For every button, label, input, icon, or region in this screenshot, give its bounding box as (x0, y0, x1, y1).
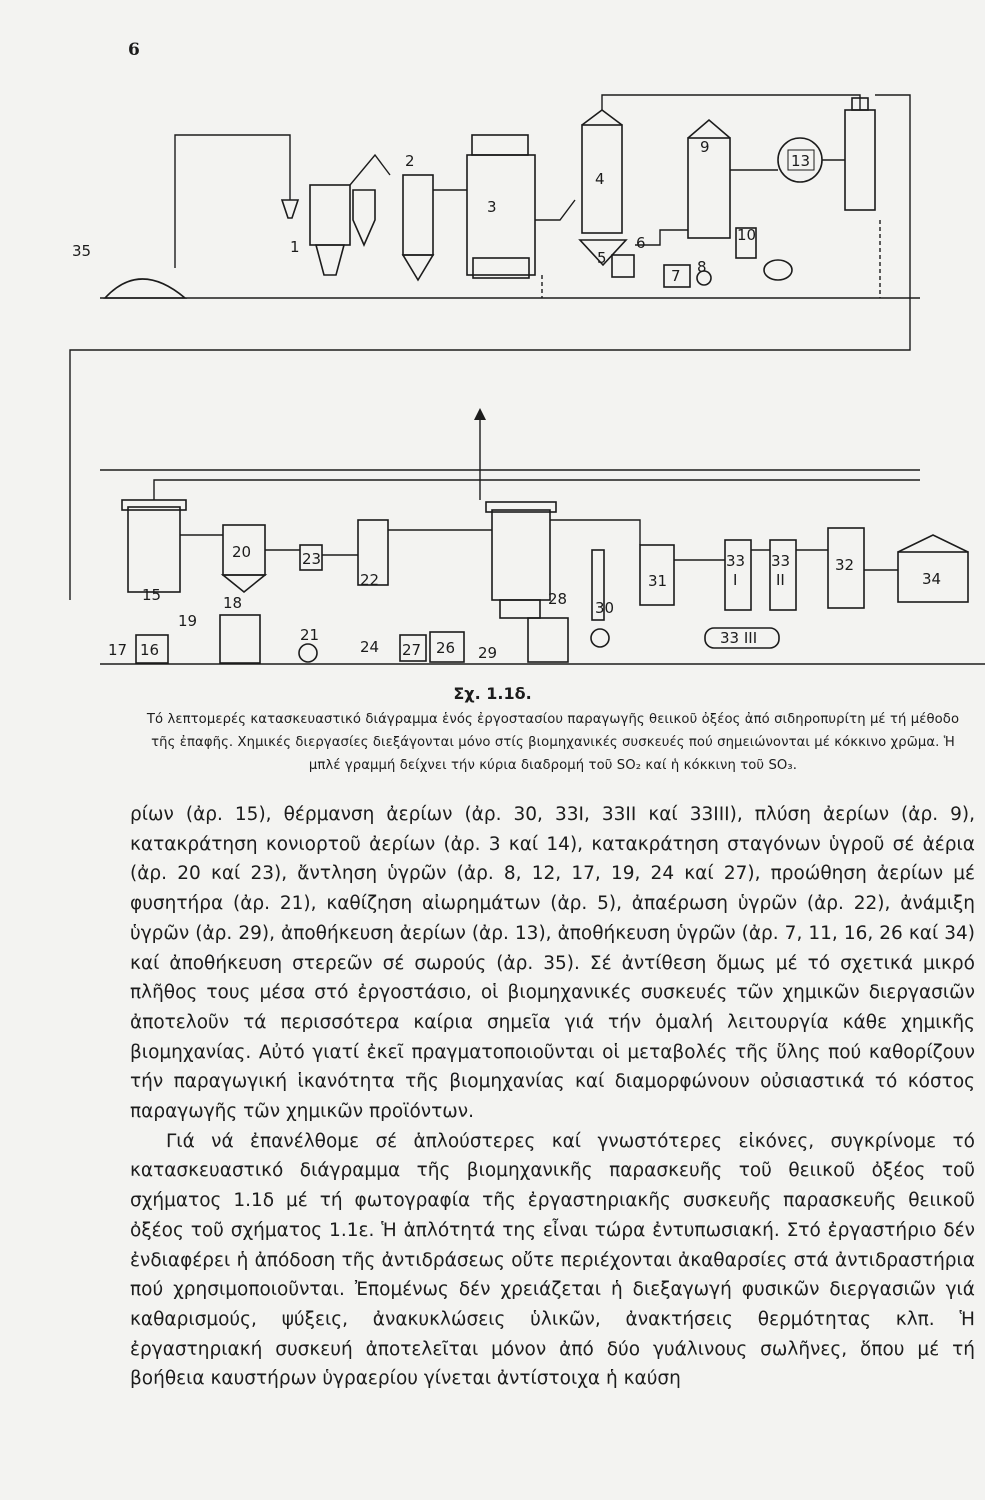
upper-gas-main (602, 95, 860, 110)
dust-chamber-top (472, 135, 528, 155)
label-16: 16 (140, 641, 160, 659)
label-28: 28 (548, 590, 568, 608)
pipe-28-31 (550, 520, 640, 545)
blower-21 (299, 644, 317, 662)
paragraph-1: ρίων (ἀρ. 15), θέρμανση ἀερίων (ἀρ. 30, 33Ι, 33ΙΙ καί 33ΙΙΙ), πλύση ἀερίων (ἀρ. 9), κατακράτηση κονιορτοῦ ἀερίων (ἀρ. 3 καί 14), κατακράτηση σταγόνων ὑγροῦ σέ ἀέρια (ἀρ. 20 καί 23), ἄντληση ὑγρῶν (ἀρ. 8, 12, 17, 19, 24 καί 27), προώθηση ἀερίων μέ φυσητήρα (ἀρ. 21), καθίζηση αἰωρημάτων (ἀρ. 5), ἀπαέρωση ὑγρῶν (ἀρ. 22), ἀνάμιξη ὑγρῶν (ἀρ. 29), ἀποθήκευση ἀερίων (ἀρ. 13), ἀποθήκευση ὑγρῶν (ἀρ. 7, 11, 16, 26 καί 34) καί ἀποθήκευση στερεῶν σέ σωρούς (ἀρ. 35). Σέ ἀντίθεση ὅμως μέ τό σχετικά μικρό πλῆθος τους μέσα στό ἐργοστάσιο, οἱ βιομηχανικές συσκευές τῶν χημικῶν διεργασιῶν ἀποτελοῦν τά περισσότερα καίρια σημεῖα γιά τήν ὁμαλή λειτουργία κάθε χημικῆς βιομηχανίας. Αὐτό γιατί ἐκεῖ πραγματοποιοῦνται οἱ μεταβολές τῆς ὕλης πού καθορίζουν τήν παραγωγική ἱκανότητα τῆς βιομηχανίας καί διαμορφώνουν οὐσιαστικά τό κόστος παραγωγῆς τῶν χημικῶν προϊόντων. (130, 804, 975, 1123)
label-3: 3 (487, 198, 497, 216)
cooler-18 (220, 615, 260, 663)
process-flow-diagram (60, 80, 985, 680)
label-8: 8 (697, 258, 707, 276)
tank-11 (764, 260, 792, 280)
hopper (282, 200, 298, 218)
heat-exchanger-33-i (725, 540, 751, 610)
body-text (130, 800, 975, 1394)
label-15: 15 (142, 586, 162, 604)
label-31: 31 (648, 572, 668, 590)
label-10: 10 (737, 226, 757, 244)
label-23: 23 (302, 550, 322, 568)
electrofilter-14 (845, 110, 875, 210)
label-26: 26 (436, 639, 456, 657)
label-22: 22 (360, 571, 380, 589)
separator-20-cone (223, 575, 265, 592)
exhaust-arrow-icon (474, 408, 486, 420)
pipe-furnace-to-cyclone (350, 155, 390, 185)
mixer-29 (528, 618, 568, 662)
electrofilter (403, 175, 433, 255)
label-33-ii-sub: II (776, 571, 785, 589)
page-number: 6 (128, 40, 140, 60)
tower-4-top (582, 110, 622, 125)
cyclone (353, 190, 375, 245)
tower-9-top (688, 120, 730, 138)
ore-conveyor (175, 135, 290, 268)
label-9: 9 (700, 138, 710, 156)
storage-tank-roof (898, 535, 968, 552)
label-18: 18 (223, 594, 243, 612)
converter-28 (492, 510, 550, 600)
ore-pile (105, 279, 185, 298)
label-21: 21 (300, 626, 320, 644)
label-34: 34 (922, 570, 942, 588)
label-20: 20 (232, 543, 252, 561)
label-27: 27 (402, 641, 422, 659)
drying-tower-15 (128, 507, 180, 592)
paragraph-2: Γιά νά ἐπανέλθομε σέ ἁπλούστερες καί γνωστότερες εἰκόνες, συγκρίνομε τό κατασκευαστικό διάγραμμα τῆς βιομηχανικῆς παρασκευῆς τοῦ θειικοῦ ὀξέος τοῦ σχήματος 1.1δ μέ τή φωτογραφία τῆς ἐργαστηριακῆς συσκευῆς παρασκευῆς θειικοῦ ὀξέος τοῦ σχήματος 1.1ε. Ἡ ἁπλότητά της εἶναι τώρα ἐντυπωσιακή. Στό ἐργαστήριο δέν ἐνδιαφέρει ἡ ἀπόδοση τῆς ἀντιδράσεως οὔτε περιέχονται ἀκαθαρσίες στά ἀντιδραστήρια πού χρησιμοποιοῦνται. Ἐπομένως δέν χρειάζεται ἡ διεξαγωγή φυσικῶν διεργασιῶν γιά καθαρισμούς, ψύξεις, ἀνακυκλώσεις ὑλικῶν, ἀνακτήσεις θερμότητας κλπ. Ἡ ἐργαστηριακή συσκευή ἀποτελεῖται μόνον ἀπό δύο γυάλινους σωλῆνες, ὅπου μέ τή βοήθεια καυστήρων ὑγραερίου γίνεται ἀντίστοιχα ἡ καύση (130, 1130, 975, 1390)
label-4: 4 (595, 170, 605, 188)
label-30: 30 (595, 599, 615, 617)
electrofilter-cone (403, 255, 433, 280)
label-35: 35 (72, 242, 92, 260)
label-6: 6 (636, 234, 646, 252)
label-5: 5 (597, 249, 607, 267)
label-24: 24 (360, 638, 380, 656)
furnace-base (316, 245, 344, 275)
figure-caption: Τό λεπτομερές κατασκευαστικό διάγραμμα ἑνός ἐργοστασίου παραγωγῆς θειικοῦ ὀξέος ἀπό σιδηροπυρίτη μέ τή μέθοδο τῆς ἐπαφῆς. Χημικές διεργασίες διεξάγονται μόνο στίς βιομηχανικές συσκευές πού σημειώνονται μέ κόκκινο χρῶμα. Ἡ μπλέ γραμμή δείχνει τήν κύρια διαδρομή τοῦ SO₂ καί ἡ κόκκινη τοῦ SO₃. (146, 712, 960, 773)
figure-title: Σχ. 1.1δ. (453, 684, 532, 703)
label-33-i: 33 (726, 552, 746, 570)
pump-30 (591, 629, 609, 647)
label-17: 17 (108, 641, 128, 659)
gas-return-loop (70, 95, 910, 600)
furnace (310, 185, 350, 245)
label-32: 32 (835, 556, 855, 574)
label-29: 29 (478, 644, 498, 662)
label-13: 13 (791, 152, 811, 170)
label-33-iii: 33 III (720, 629, 758, 647)
label-1: 1 (290, 238, 300, 256)
pipe-lower-1 (154, 480, 560, 500)
label-19: 19 (178, 612, 198, 630)
label-2: 2 (405, 152, 415, 170)
label-33-i-sub: I (733, 571, 738, 589)
pipe-3-4 (535, 200, 575, 220)
label-33-ii: 33 (771, 552, 791, 570)
cooler-6 (612, 255, 634, 277)
label-7: 7 (671, 267, 681, 285)
tower-15-top (122, 500, 186, 510)
sulfuric-acid-plant-diagram (60, 80, 985, 680)
dust-chamber (467, 155, 535, 275)
converter-base (500, 600, 540, 618)
